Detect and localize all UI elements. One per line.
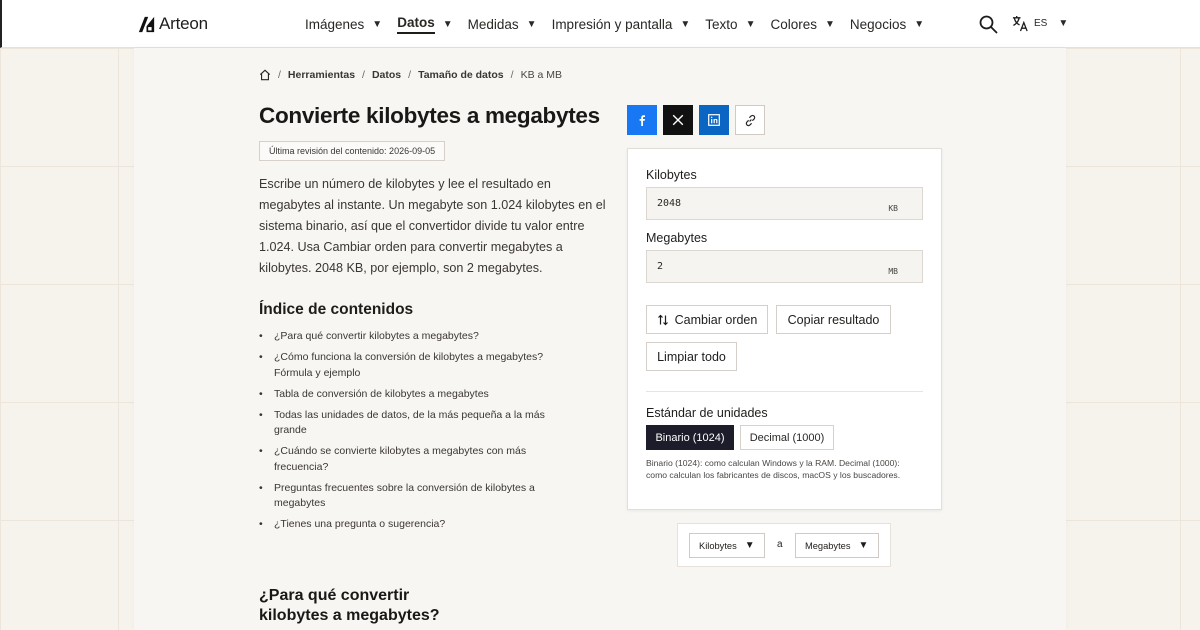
clear-all-label: Limpiar todo [657,349,726,364]
nav-item-label: Colores [770,16,818,32]
share-buttons [627,105,765,135]
breadcrumb-item-datos[interactable]: Datos [371,69,402,81]
top-navigation-bar [0,0,1200,48]
table-of-contents [259,329,559,538]
nav-item-datos[interactable] [397,0,452,48]
megabytes-input[interactable] [646,250,923,283]
toc-item[interactable] [259,408,559,439]
breadcrumb-separator: / [408,69,412,81]
toc-item[interactable] [259,350,559,381]
language-code: ES [1034,18,1048,29]
main-menu [305,0,939,48]
toc-item[interactable] [259,517,559,533]
intro-paragraph: Escribe un número de kilobytes y lee el resultado en megabytes al instante. Un megabyte son 1.024 kilobytes en el sistema binario, así que el convertidor divide tu valor entre 1.024. Usa Cambiar orden para convertir megabytes a kilobytes. 2048 KB, por ejemplo, son 2 megabytes. [259,177,606,275]
toc-item[interactable] [259,444,559,475]
bullet: • [259,408,263,421]
section-heading: ¿Para qué convertir kilobytes a megabytes? [259,587,440,624]
chevron-down-icon: ▼ [526,18,537,30]
share-facebook-button[interactable] [627,105,657,135]
toc-item-label: ¿Para qué convertir kilobytes a megabytes? [274,330,479,342]
linkedin-icon [708,114,720,126]
megabytes-unit: MB [888,267,898,276]
toc-item-label: ¿Cuándo se convierte kilobytes a megabytes con más frecuencia? [274,445,527,473]
to-unit-select[interactable] [795,533,879,558]
share-linkedin-button[interactable] [699,105,729,135]
breadcrumb-item-tamano-de-datos[interactable]: Tamaño de datos [418,69,504,81]
toc-item-label: Preguntas frecuentes sobre la conversión de kilobytes a megabytes [274,481,535,509]
bullet: • [259,351,263,363]
toc-item-label: ¿Tienes una pregunta o sugerencia? [274,518,446,530]
bullet: • [259,330,263,342]
chevron-down-icon: ▼ [914,18,925,30]
chevron-down-icon: ▼ [745,18,756,30]
swap-order-button[interactable] [646,305,768,334]
breadcrumb-item-herramientas[interactable]: Herramientas [287,69,356,81]
from-unit-value: Kilobytes [699,540,737,551]
megabytes-value: 2 [657,261,664,272]
home-icon[interactable] [259,69,271,81]
chevron-down-icon: ▼ [680,18,691,30]
brand-name: Arteon [159,14,208,33]
search-icon[interactable] [978,14,998,34]
breadcrumb-separator: / [510,69,514,81]
bullet: • [259,387,263,400]
chevron-down-icon: ▼ [825,18,835,30]
breadcrumb-separator: / [362,69,365,81]
nav-item-label: Impresión y pantalla [551,16,673,32]
nav-item-impresion[interactable] [552,0,691,48]
nav-item-colores[interactable] [770,0,834,48]
nav-item-texto[interactable] [705,0,755,48]
divider [646,391,923,392]
toc-title: Índice de contenidos [259,301,414,318]
unit-selector [677,523,891,567]
chevron-down-icon: ▼ [442,18,453,30]
chevron-down-icon: ▼ [1058,18,1069,29]
toc-item-label: ¿Cómo funciona la conversión de kilobytes a megabytes? Fórmula y ejemplo [274,351,544,379]
chevron-down-icon: ▼ [744,540,755,551]
nav-item-label: Imágenes [305,16,365,32]
bullet: • [259,481,263,494]
revision-badge: Última revisión del contenido: 2026-09-05 [259,141,445,161]
megabytes-label: Megabytes [646,231,708,245]
kilobytes-value: 2048 [657,198,682,209]
chevron-down-icon: ▼ [858,540,869,551]
toc-item-label: Tabla de conversión de kilobytes a megabytes [274,387,489,400]
translate-icon [1012,15,1029,32]
logo-mark-icon [138,16,155,33]
breadcrumb-current: KB a MB [520,69,563,81]
toc-item[interactable] [259,387,559,403]
breadcrumb-separator: / [278,69,281,81]
unit-standard-label: Estándar de unidades [646,406,768,420]
kilobytes-label: Kilobytes [646,168,697,182]
clear-all-button[interactable] [646,342,737,371]
share-x-button[interactable] [663,105,693,135]
x-icon [672,114,684,126]
language-switcher[interactable] [1012,15,1068,32]
binary-standard-toggle[interactable]: Binario (1024) [646,425,734,450]
chevron-down-icon: ▼ [372,18,383,30]
kilobytes-input[interactable] [646,187,923,220]
copy-result-button[interactable] [776,305,891,334]
bullet: • [259,518,263,530]
page-title: Convierte kilobytes a megabytes [259,103,600,128]
copy-link-button[interactable] [735,105,765,135]
nav-item-label: Medidas [467,16,519,32]
to-unit-value: Megabytes [805,540,851,551]
main-content [134,48,1066,630]
swap-order-label: Cambiar orden [674,312,758,327]
nav-item-label: Datos [397,15,435,34]
nav-item-label: Texto [705,16,738,32]
toc-item[interactable] [259,329,559,345]
copy-result-label: Copiar resultado [787,312,880,327]
unit-separator: a [777,539,783,550]
toc-item[interactable] [259,481,559,512]
breadcrumb [259,69,562,81]
swap-icon [657,314,669,326]
nav-item-medidas[interactable] [468,0,537,48]
link-icon [744,114,757,127]
facebook-icon [636,114,648,126]
kilobytes-unit: KB [888,204,898,213]
from-unit-select[interactable] [689,533,765,558]
brand-logo[interactable] [138,14,208,34]
toc-item-label: Todas las unidades de datos, de la más pequeña a la más grande [274,408,545,436]
decimal-standard-toggle[interactable]: Decimal (1000) [740,425,834,450]
nav-item-negocios[interactable] [850,0,924,48]
unit-standard-note: Binario (1024): como calculan Windows y la RAM. Decimal (1000): como calculan los fabricantes de discos, macOS y los buscadores. [646,458,901,480]
bullet: • [259,445,263,457]
converter-panel [627,148,942,510]
nav-item-imagenes[interactable] [305,0,382,48]
nav-item-label: Negocios [849,16,907,32]
